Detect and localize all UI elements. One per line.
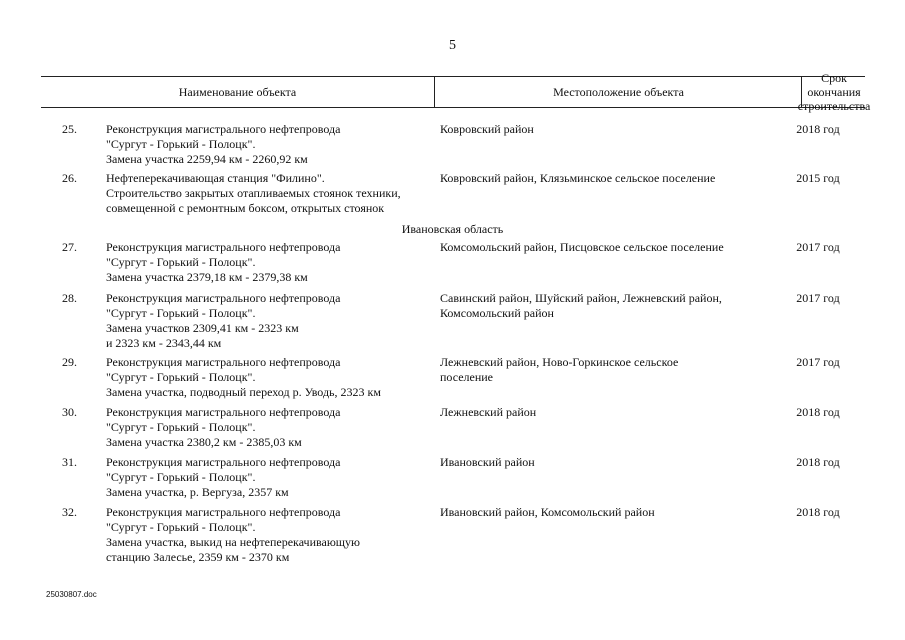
object-location [440, 122, 760, 137]
object-name [106, 505, 436, 565]
object-location-line: Лежневский район, Ново-Горкинское сельское [440, 355, 679, 369]
object-name-line: Нефтеперекачивающая станция "Филино". [106, 171, 325, 185]
object-location-line: поселение [440, 370, 494, 384]
completion-year: 2018 год [796, 505, 840, 519]
object-location-line: Ивановский район, Комсомольский район [440, 505, 655, 519]
object-name-line: "Сургут - Горький - Полоцк". [106, 520, 256, 534]
object-name-line: Реконструкция магистрального нефтепровода [106, 405, 341, 419]
object-name-line: Замена участка, подводный переход р. Уводь, 2323 км [106, 385, 381, 399]
completion-year: 2017 год [796, 291, 840, 305]
object-location-line: Комсомольский район, Писцовское сельское поселение [440, 240, 724, 254]
header-year [797, 71, 871, 113]
object-location [440, 240, 760, 255]
object-name-line: Реконструкция магистрального нефтепровода [106, 291, 341, 305]
object-location-line: Савинский район, Шуйский район, Лежневский район, [440, 291, 722, 305]
header-location: Местоположение объекта [434, 77, 802, 107]
header-year-line: Срок окончания [807, 71, 861, 99]
object-name-line: Реконструкция магистрального нефтепровода [106, 505, 341, 519]
object-location [440, 291, 760, 321]
object-name-line: Строительство закрытых отапливаемых стоянок техники, [106, 186, 401, 200]
object-name-line: "Сургут - Горький - Полоцк". [106, 420, 256, 434]
object-name [106, 355, 436, 400]
object-name-line: станцию Залесье, 2359 км - 2370 км [106, 550, 290, 564]
object-name-line: Реконструкция магистрального нефтепровода [106, 455, 341, 469]
object-name-line: Замена участка 2379,18 км - 2379,38 км [106, 270, 308, 284]
completion-year: 2017 год [796, 355, 840, 369]
object-name-line: Реконструкция магистрального нефтепровода [106, 355, 341, 369]
object-location-line: Ивановский район [440, 455, 535, 469]
header-year-line: строительства [797, 99, 871, 113]
row-number: 25. [62, 122, 77, 136]
object-name-line: Замена участка, р. Вергуза, 2357 км [106, 485, 289, 499]
completion-year: 2015 год [796, 171, 840, 185]
object-location [440, 455, 760, 470]
object-name-line: "Сургут - Горький - Полоцк". [106, 306, 256, 320]
object-name-line: Реконструкция магистрального нефтепровода [106, 240, 341, 254]
object-name-line: Замена участка, выкид на нефтеперекачивающую [106, 535, 361, 549]
completion-year: 2018 год [796, 455, 840, 469]
object-location-line: Лежневский район [440, 405, 537, 419]
row-number: 30. [62, 405, 77, 419]
object-name-line: совмещенной с ремонтным боксом, открытых стоянок [106, 201, 385, 215]
row-number: 29. [62, 355, 77, 369]
row-number: 26. [62, 171, 77, 185]
object-name-line: "Сургут - Горький - Полоцк". [106, 255, 256, 269]
document-filename: 25030807.doc [46, 590, 97, 599]
object-location [440, 171, 760, 186]
object-name [106, 240, 436, 285]
object-name [106, 455, 436, 500]
row-number: 28. [62, 291, 77, 305]
object-name-line: Замена участка 2380,2 км - 2385,03 км [106, 435, 302, 449]
object-name-line: "Сургут - Горький - Полоцк". [106, 470, 256, 484]
row-number: 31. [62, 455, 77, 469]
object-location [440, 355, 760, 385]
object-name-line: "Сургут - Горький - Полоцк". [106, 370, 256, 384]
object-name-line: и 2323 км - 2343,44 км [106, 336, 222, 350]
object-name-line: Замена участка 2259,94 км - 2260,92 км [106, 152, 308, 166]
object-location-line: Ковровский район, Клязьминское сельское поселение [440, 171, 716, 185]
row-number: 32. [62, 505, 77, 519]
header-name: Наименование объекта [178, 84, 297, 99]
completion-year: 2018 год [796, 122, 840, 136]
region-title: Ивановская область [401, 222, 504, 236]
object-location-line: Комсомольский район [440, 306, 554, 320]
object-name [106, 291, 436, 351]
object-name-line: Замена участков 2309,41 км - 2323 км [106, 321, 299, 335]
object-location [440, 505, 760, 520]
completion-year: 2017 год [796, 240, 840, 254]
page-number: 5 [449, 38, 456, 53]
object-name [106, 171, 436, 216]
table-header [41, 71, 871, 113]
object-location [440, 405, 760, 420]
object-name-line: "Сургут - Горький - Полоцк". [106, 137, 256, 151]
row-number: 27. [62, 240, 77, 254]
object-location-line: Ковровский район [440, 122, 534, 136]
object-name [106, 122, 436, 167]
completion-year: 2018 год [796, 405, 840, 419]
object-name-line: Реконструкция магистрального нефтепровода [106, 122, 341, 136]
object-name [106, 405, 436, 450]
